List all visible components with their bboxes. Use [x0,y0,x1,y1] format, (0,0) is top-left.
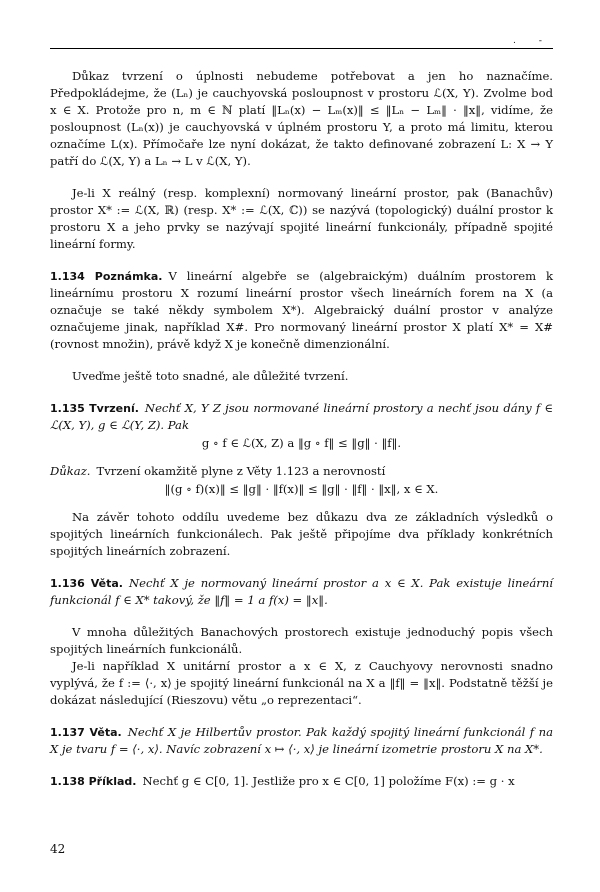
running-header-marks: . - [513,36,552,46]
paragraph-text: Důkaz tvrzení o úplnosti nebudeme potřebovat a jen ho naznačíme. Předpokládejme, že (Lₙ) je cauchyovská posloupnost v prostoru ℒ(X, Y). Zvolme bod x ∈ X. Protože pro n, m ∈ ℕ platí ‖Lₙ(x) − Lₘ(x)‖ ≤ ‖Lₙ − Lₘ‖ · ‖x‖, vidíme, že posloupnost (Lₙ(x)) je cauchyovská v úplném prostoru Y, a proto má limitu, kterou označíme L(x). Přímočaře lze nyní dokázat, že takto definované zobrazení L: X → Y patří do ℒ(X, Y) a Lₙ → L v ℒ(X, Y). [50,69,553,168]
paragraph [50,624,553,658]
paragraph-label: 1.136 Věta. [50,577,123,590]
paragraph-text: Uveďme ještě toto snadné, ale důležité tvrzení. [72,369,349,383]
header-rule [50,48,553,49]
paragraph [50,509,553,560]
paragraph-text: Je-li například X unitární prostor a x ∈ X, z Cauchyovy nerovnosti snadno vyplývá, že f := ⟨·, x⟩ je spojitý lineární funkcionál na X a ‖f‖ = ‖x‖. Podstatně těžší je dokázat následující (Rieszovu) větu „o reprezentaci“. [50,659,553,707]
numbered-paragraph [50,575,553,609]
page-number: 42 [50,842,66,856]
numbered-paragraph [50,773,553,790]
paragraph-text: Nechť X je Hilbertův prostor. Pak každý spojitý lineární funkcionál f na X je tvaru f = ⟨·, x⟩. Navíc zobrazení x ↦ ⟨·, x⟩ je lineární izometrie prostoru X na X*. [50,725,553,756]
paragraph [50,368,553,385]
paragraph-label: 1.138 Příklad. [50,775,137,788]
paragraph [50,68,553,170]
paragraph-text: Nechť g ∈ C[0, 1]. Jestliže pro x ∈ C[0, 1] položíme F(x) := g · x [142,774,515,788]
paragraph-text: Nechť X, Y Z jsou normované lineární prostory a nechť jsou dány f ∈ ℒ(X, Y), g ∈ ℒ(Y, Z). Pak [50,401,553,432]
paragraph-label: 1.134 Poznámka. [50,270,163,283]
numbered-paragraph [50,724,553,758]
paragraph [50,658,553,709]
paragraph [50,185,553,253]
paragraph-label: 1.137 Věta. [50,726,122,739]
numbered-paragraph [50,400,553,434]
paragraph-text: Nechť X je normovaný lineární prostor a x ∈ X. Pak existuje lineární funkcionál f ∈ X* takový, že ‖f‖ = 1 a f(x) = ‖x‖. [50,576,554,607]
page-body [50,68,553,790]
formula-text: ‖(g ∘ f)(x)‖ ≤ ‖g‖ · ‖f(x)‖ ≤ ‖g‖ · ‖f‖ · ‖x‖, x ∈ X. [164,482,439,496]
paragraph-text: Je-li X reálný (resp. komplexní) normovaný lineární prostor, pak (Banachův) prostor X* := ℒ(X, ℝ) (resp. X* := ℒ(X, ℂ)) se nazývá (topologický) duální prostor k prostoru X a jeho prvky se nazývají spojité lineární funkcionály, případně spojité lineární formy. [50,186,553,251]
paragraph-text: Tvrzení okamžitě plyne z Věty 1.123 a nerovností [96,464,386,478]
paragraph-text: Na závěr tohoto oddílu uvedeme bez důkazu dva ze základních výsledků o spojitých lineárních funkcionálech. Pak ještě připojíme dva příklady konkrétních spojitých lineárních zobrazení. [50,510,553,558]
paragraph-text: V mnoha důležitých Banachových prostorech existuje jednoduchý popis všech spojitých lineárních funkcionálů. [50,625,553,656]
numbered-paragraph [50,463,553,480]
paragraph-label: 1.135 Tvrzení. [50,402,139,415]
paragraph-label: Důkaz. [50,464,91,478]
paragraph-text: V lineární algebře se (algebraickým) duálním prostorem k lineárnímu prostoru X rozumí lineární prostor všech lineárních forem na X (a označuje se také někdy symbolem X*). Algebraický duální prostor v analýze označujeme jinak, například X#. Pro normovaný lineární prostor X platí X* = X# (rovnost množin), právě když X je konečně dimenzionální. [50,269,554,351]
formula-text: g ∘ f ∈ ℒ(X, Z) a ‖g ∘ f‖ ≤ ‖g‖ · ‖f‖. [201,436,402,450]
display-formula [50,435,553,452]
numbered-paragraph [50,268,553,353]
display-formula [50,481,553,498]
